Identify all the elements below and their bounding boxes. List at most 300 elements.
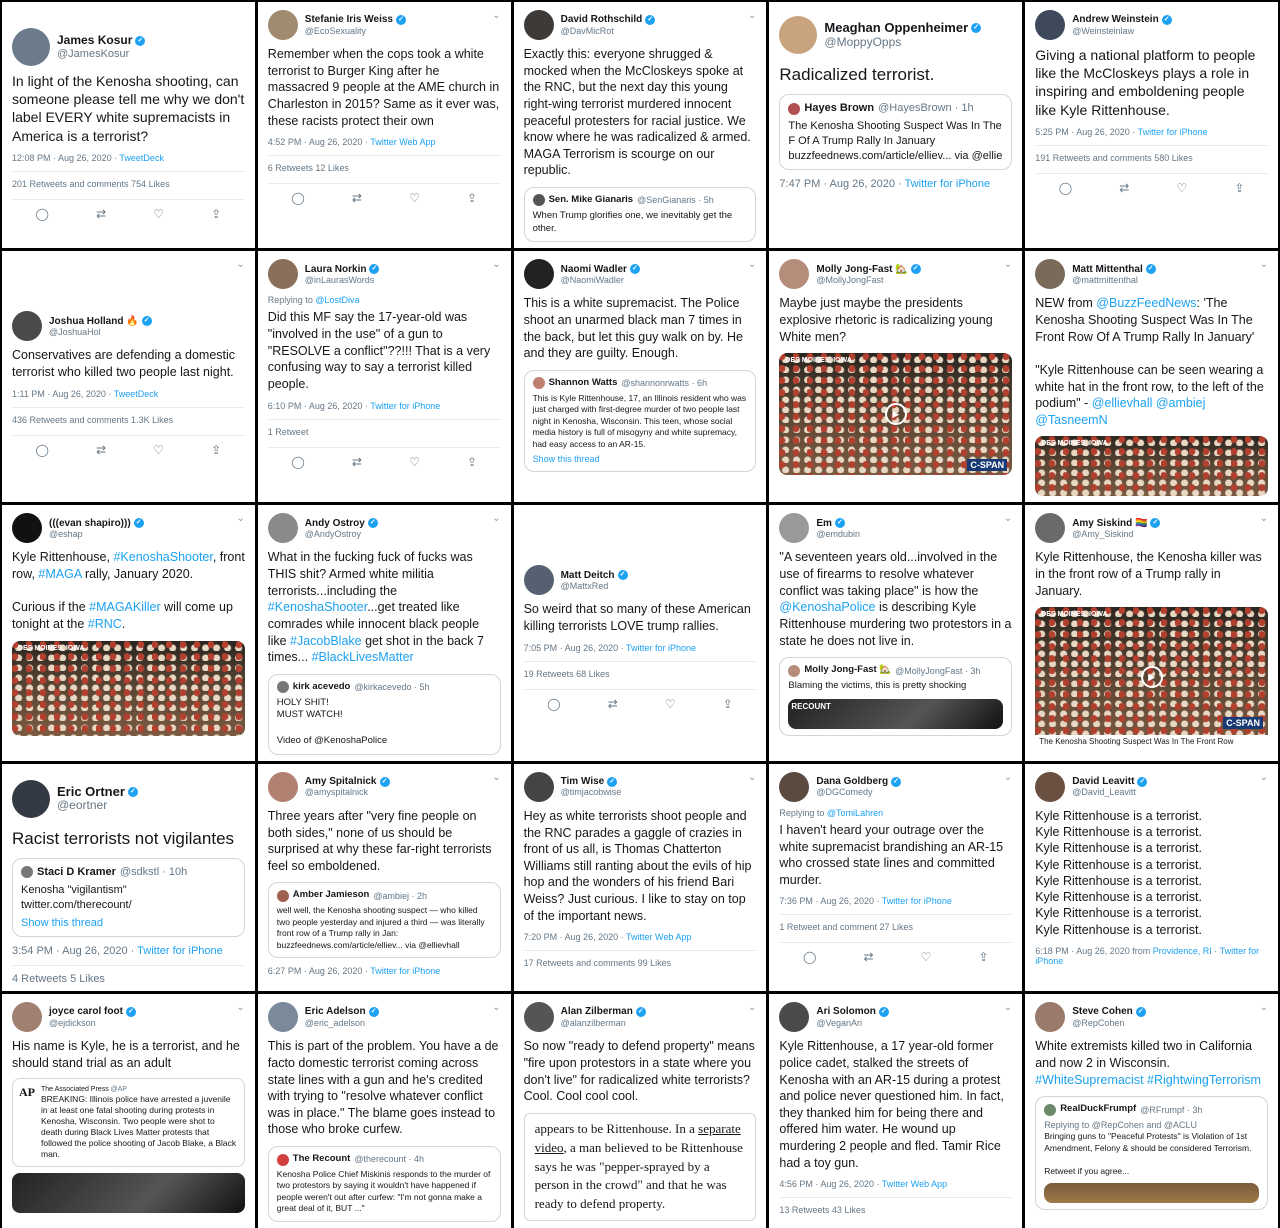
avatar[interactable] [12, 1002, 42, 1032]
tweet-line: Kyle Rittenhouse is a terrorist. [1035, 906, 1202, 921]
author-name[interactable]: (((evan shapiro))) [49, 517, 131, 529]
avatar[interactable] [268, 259, 298, 289]
action-bar [1035, 173, 1268, 195]
tweet-stats[interactable]: 1 Retweet and comment 27 Likes [779, 914, 1012, 932]
quoted-tweet[interactable] [12, 1078, 245, 1167]
share-icon[interactable]: ⇪ [211, 442, 222, 457]
author-handle[interactable]: @emdubin [816, 529, 861, 540]
timestamp: 7:47 PM · Aug 26, 2020 · [779, 178, 905, 191]
author-name[interactable]: Andy Ostroy [304, 517, 365, 529]
tweet-text-part: Kyle Rittenhouse, [12, 550, 114, 565]
verified-badge-icon: ✓ [142, 316, 152, 326]
chevron-down-icon[interactable]: ⌄ [1003, 259, 1013, 271]
reply-icon[interactable]: ◯ [35, 442, 49, 457]
author-name[interactable]: joyce carol foot [49, 1006, 123, 1018]
author-handle[interactable]: @MoppyOpps [824, 34, 902, 49]
show-thread-link[interactable]: Show this thread [21, 916, 103, 929]
retweet-icon[interactable]: ⇄ [351, 454, 362, 469]
author-name[interactable]: Steve Cohen [1072, 1006, 1133, 1018]
tweet-stats[interactable]: 201 Retweets and comments 754 Likes [12, 171, 245, 189]
author-handle[interactable]: @MattxRed [560, 581, 609, 592]
rally-video-thumbnail[interactable] [779, 353, 1012, 475]
share-icon[interactable]: ⇪ [211, 206, 222, 221]
quote-handle: @therecount · 4h [354, 1154, 425, 1165]
tweet-text: Three years after "very fine people on both sides," none of us should be surprised at why these far-right terrorists feel so emboldened. [267, 808, 492, 873]
author-handle[interactable]: @VeganAri [816, 1017, 863, 1028]
author-name[interactable]: Molly Jong-Fast 🏡 [816, 263, 908, 275]
network-logo: C-SPAN [967, 459, 1007, 471]
avatar[interactable] [1035, 259, 1065, 289]
reply-context [779, 808, 1012, 818]
tweet-source-link[interactable]: Twitter for iPhone [881, 896, 952, 907]
quote-text: The Kenosha Shooting Suspect Was In The F Of A Trump Rally In January buzzfeednews.com/article/elliev... via @ellie [788, 119, 1003, 162]
avatar[interactable] [12, 28, 50, 66]
quote-reply-context: Replying to @RepCohen and @ACLU [1044, 1120, 1198, 1131]
hashtag-link[interactable]: #WhiteSupremacist [1035, 1072, 1144, 1087]
tweet-text [779, 549, 1012, 649]
author-handle[interactable]: @eshap [49, 529, 83, 540]
quote-handle: @shannonrwatts · 6h [621, 378, 708, 389]
timestamp: 6:10 PM · Aug 26, 2020 · [267, 400, 371, 411]
author-handle[interactable]: @AndyOstroy [304, 529, 361, 540]
verified-badge-icon: ✓ [396, 15, 406, 25]
verified-badge-icon: ✓ [1137, 777, 1147, 787]
avatar[interactable] [779, 259, 809, 289]
chevron-down-icon[interactable]: ⌄ [1259, 771, 1268, 783]
avatar[interactable] [12, 513, 42, 543]
author-name[interactable]: David Leavitt [1072, 775, 1135, 787]
tweet-source-link[interactable]: Twitter for iPhone [370, 966, 441, 977]
tweet-card[interactable] [2, 505, 255, 760]
tweet-text: Racist terrorists not vigilantes [12, 828, 235, 848]
tweet-card[interactable] [2, 2, 255, 248]
author-name[interactable]: Matt Deitch [560, 569, 615, 581]
author-name[interactable]: Laura Norkin [304, 263, 367, 275]
hashtag-link[interactable]: #MAGAKiller [89, 600, 161, 615]
quote-author: RealDuckFrumpf [1060, 1103, 1137, 1115]
author-handle[interactable]: @Amy_Siskind [1072, 529, 1134, 540]
quote-author: Molly Jong-Fast 🏡 [804, 664, 892, 676]
tweet-stats[interactable]: 19 Retweets 68 Likes [524, 661, 757, 679]
tweet-card[interactable] [514, 251, 767, 502]
location-link[interactable]: Providence, RI [1152, 945, 1212, 956]
share-icon[interactable]: ⇪ [722, 696, 733, 711]
author-handle[interactable]: @David_Leavitt [1072, 787, 1136, 798]
tweet-card[interactable] [1025, 2, 1278, 248]
heart-icon[interactable]: ♡ [664, 696, 676, 711]
tweet-stats[interactable]: 13 Retweets 43 Likes [779, 1197, 1012, 1215]
timestamp: 7:20 PM · Aug 26, 2020 · [523, 932, 626, 943]
author-name[interactable]: Naomi Wadler [560, 263, 627, 275]
author-name[interactable]: Em [816, 517, 832, 529]
retweet-icon[interactable]: ⇄ [351, 191, 362, 206]
quote-text: Kenosha Police Chief Miskinis responds to the murder of two protestors by saying it wouldn't have happened if people weren't out after curfew: "I'm not gonna make a great deal of it, BUT ..." [276, 1168, 491, 1214]
tweet-card[interactable] [769, 251, 1022, 502]
chevron-down-icon[interactable]: ⌄ [236, 1002, 245, 1014]
avatar[interactable] [268, 513, 298, 543]
timestamp: 4:56 PM · Aug 26, 2020 · [779, 1179, 882, 1190]
tweet-text: Remember when the cops took a white terrorist to Burger King after he massacred 9 people at the AME church in Charleston in 2015? Same as it ever was, these racists protect their own [267, 47, 500, 128]
retweet-icon[interactable]: ⇄ [96, 442, 107, 457]
author-handle[interactable]: @EcoSexuality [304, 25, 366, 36]
quote-text: HOLY SHIT! MUST WATCH! Video of @KenoshaPolice [276, 696, 388, 747]
retweet-icon[interactable]: ⇄ [607, 696, 618, 711]
mention-links[interactable]: @ellievhall @ambiej @TasneemN [1035, 396, 1206, 427]
chevron-down-icon[interactable]: ⌄ [748, 10, 757, 21]
verified-badge-icon: ✓ [971, 23, 981, 33]
chevron-down-icon[interactable]: ⌄ [1003, 771, 1013, 783]
action-bar [524, 689, 757, 711]
quote-handle: @SenGianaris · 5h [637, 195, 714, 206]
author-handle[interactable]: @Weinsteinlaw [1072, 25, 1135, 36]
quoted-tweet[interactable] [268, 1146, 501, 1222]
author-name[interactable]: James Kosur [57, 32, 133, 47]
avatar[interactable] [1035, 10, 1065, 40]
verified-badge-icon: ✓ [636, 1007, 646, 1017]
tweet-text [1035, 295, 1268, 428]
avatar[interactable] [524, 772, 554, 802]
tweet-text-part: "A seventeen years old...involved in the use of firearms to resolve whatever conflict was taking place" is how the [779, 550, 998, 598]
quote-handle: @HayesBrown · 1h [878, 102, 974, 115]
author-handle[interactable]: @timjacobwise [560, 787, 622, 798]
tweet-card[interactable] [769, 2, 1022, 248]
quote-author: kirk acevedo [292, 680, 351, 692]
heart-icon[interactable]: ♡ [409, 454, 420, 469]
quoted-tweet[interactable] [524, 187, 757, 242]
tweet-source-link[interactable]: TweetDeck [119, 152, 164, 163]
quote-text: well well, the Kenosha shooting suspect — who killed two people yesterday and injured a third — was literally front row of a Trump rally in Jan: buzzfeednews.com/article/elliev... via @ellievhall [276, 905, 485, 950]
tweet-card[interactable] [769, 764, 1022, 991]
timestamp: 7:36 PM · Aug 26, 2020 · [779, 896, 882, 907]
quote-text: This is Kyle Rittenhouse, 17, an Illinois resident who was just charged with first-degree murder of two people last night in Kenosha, Wisconsin. This teen, whose social media history is full of misogyny and white supremacy, had easy access to an AR-15. [532, 392, 747, 449]
video-location-label: DES MOINES, IOWA [1041, 440, 1108, 448]
show-thread-link[interactable]: Show this thread [532, 454, 600, 465]
tweet-card[interactable] [2, 764, 255, 991]
share-icon[interactable]: ⇪ [466, 454, 477, 469]
share-icon[interactable]: ⇪ [466, 191, 477, 206]
rally-image[interactable] [1035, 436, 1268, 496]
verified-badge-icon: ✓ [135, 36, 145, 46]
avatar[interactable] [12, 311, 42, 341]
tweet-stats[interactable]: 191 Retweets and comments 580 Likes [1035, 145, 1268, 163]
hashtag-link[interactable]: #KenoshaShooter [267, 600, 368, 615]
reply-context [268, 295, 501, 305]
author-handle[interactable]: @mattmittenthal [1072, 275, 1138, 286]
action-bar [268, 447, 501, 469]
chevron-down-icon[interactable]: ⌄ [748, 771, 757, 783]
quote-author: Shannon Watts [548, 376, 618, 388]
hashtag-link[interactable]: #JacobBlake [290, 633, 362, 648]
avatar[interactable] [779, 513, 809, 543]
tweet-card[interactable] [1025, 994, 1278, 1227]
tweet-meta [12, 153, 245, 163]
reply-to-link[interactable]: @LostDiva [315, 295, 360, 306]
tweet-card[interactable]: ⌄ David Leavitt ✓ @David_Leavitt Kyle Rittenhouse is a terrorist. Kyle Rittenhouse is a terrorist. Kyle Rittenhouse is a terrorist. Kyle Rittenhouse is a terrorist. Kyle Rittenhouse is a terrorist. Kyle Rittenhouse is a terrorist. Kyle Rittenhouse is a terrorist. Kyle Rittenhouse is a terrorist. 6:18 PM · Aug 26, 2020 from Providence, RI · Twitter for iPhone [1025, 764, 1278, 991]
quoted-tweet[interactable] [524, 370, 757, 472]
tweet-stats[interactable]: 17 Retweets and comments 99 Likes [524, 950, 757, 968]
quote-handle: @AP [110, 1085, 128, 1093]
author-name[interactable]: Matt Mittenthal [1072, 263, 1143, 275]
author-name[interactable]: Eric Adelson [304, 1006, 366, 1018]
quoted-tweet[interactable] [268, 674, 501, 755]
verified-badge-icon: ✓ [835, 518, 845, 528]
quoted-tweet[interactable] [779, 657, 1012, 736]
video-location-label: DES MOINES, IOWA [785, 357, 852, 365]
author-name[interactable]: Ari Solomon [816, 1006, 876, 1018]
tweet-card[interactable] [769, 994, 1022, 1227]
quote-image[interactable] [1044, 1183, 1259, 1203]
tweet-card[interactable] [2, 994, 255, 1227]
author-name[interactable]: Alan Zilberman [560, 1006, 633, 1018]
avatar[interactable] [12, 780, 50, 818]
timestamp: 3:54 PM · Aug 26, 2020 · [12, 945, 138, 958]
chevron-down-icon[interactable]: ⌄ [492, 771, 501, 783]
author-name[interactable]: Amy Spitalnick [304, 775, 377, 787]
tweet-text-part: will come up tonight at the [12, 600, 233, 631]
tweet-source-link[interactable]: Twitter Web App [881, 1179, 948, 1190]
tweet-stats[interactable]: 1 Retweet [268, 419, 501, 437]
author-name[interactable]: Dana Goldberg [816, 775, 889, 787]
verified-badge-icon: ✓ [369, 264, 379, 274]
verified-badge-icon: ✓ [911, 264, 921, 274]
avatar[interactable] [268, 1002, 298, 1032]
play-icon[interactable]: ▶ [885, 403, 907, 425]
timestamp: 4:52 PM · Aug 26, 2020 · [267, 137, 371, 148]
avatar[interactable] [779, 772, 809, 802]
tweet-text: Did this MF say the 17-year-old was "involved in the use" of a gun to "RESOLVE a conflict"??!!! That is a very confusing way to say a terrorist killed people. [267, 310, 491, 391]
author-handle[interactable]: @NaomiWadler [560, 275, 624, 286]
news-photo[interactable] [12, 1173, 245, 1213]
quote-author: The Recount [292, 1153, 351, 1165]
tweet-text: Radicalized terrorist. [779, 65, 935, 84]
article-text: , a man believed to be Rittenhouse says he was "pepper-sprayed by a person in the crowd" and that he was ready to defend property. [534, 1139, 743, 1212]
author-handle[interactable]: @DavMicRot [560, 25, 614, 36]
chevron-down-icon[interactable]: ⌄ [236, 513, 245, 525]
reply-icon[interactable]: ◯ [1058, 180, 1073, 195]
author-name[interactable]: Andrew Weinstein [1072, 14, 1159, 26]
quoted-tweet[interactable] [779, 94, 1012, 170]
chevron-down-icon[interactable]: ⌄ [748, 1002, 757, 1014]
reply-icon[interactable]: ◯ [547, 696, 561, 711]
author-handle[interactable]: @inLaurasWords [304, 275, 375, 286]
author-name[interactable]: Tim Wise [560, 775, 605, 787]
tweet-source-link[interactable]: TweetDeck [113, 388, 159, 399]
tweet-card[interactable] [514, 994, 767, 1227]
mention-link[interactable]: @KenoshaPolice [779, 600, 876, 615]
tweet-text-part: is describing Kyle Rittenhouse murdering two protestors in a state he does not live in. [779, 600, 1012, 648]
hashtag-link[interactable]: #KenoshaShooter [113, 550, 213, 565]
chevron-down-icon[interactable]: ⌄ [748, 259, 757, 271]
timestamp: 12:08 PM · Aug 26, 2020 · [12, 152, 120, 163]
tweet-card[interactable] [769, 505, 1022, 760]
tweet-card[interactable] [258, 505, 511, 760]
retweet-icon[interactable]: ⇄ [1119, 180, 1130, 195]
tweet-text: His name is Kyle, he is a terrorist, and he should stand trial as an adult [12, 1039, 240, 1070]
quote-author: Staci D Kramer [37, 865, 116, 878]
tweet-card[interactable] [514, 764, 767, 991]
author-handle[interactable]: @amyspitalnick [304, 787, 368, 798]
tweet-source-link[interactable]: Twitter for iPhone [626, 642, 697, 653]
tweet-text: Hey as white terrorists shoot people and the RNC parades a gaggle of crazies in front of us all, is Thomas Chatterton Williams still ranting about the evils of hip hop and the wonders of his friend Bari Weiss? Just curious. I like to stay on top of the important news. [523, 808, 752, 923]
tweet-card[interactable] [1025, 251, 1278, 502]
author-handle[interactable]: @JamesKosur [57, 47, 130, 60]
tweet-source-link[interactable]: Twitter for iPhone [137, 945, 223, 958]
author-handle[interactable]: @eric_adelson [304, 1017, 365, 1028]
avatar[interactable] [1035, 513, 1065, 543]
share-icon[interactable]: ⇪ [1234, 180, 1245, 195]
tweet-source-link[interactable]: Twitter for iPhone [904, 178, 991, 191]
reply-icon[interactable]: ◯ [291, 191, 305, 206]
hashtag-link[interactable]: #BlackLivesMatter [311, 650, 414, 665]
chevron-down-icon[interactable]: ⌄ [1259, 513, 1268, 525]
verified-badge-icon: ✓ [134, 518, 144, 528]
chevron-down-icon[interactable]: ⌄ [1003, 1002, 1013, 1014]
video-thumbnail[interactable]: RECOUNT [788, 699, 1003, 729]
author-name[interactable]: Meaghan Oppenheimer [824, 19, 969, 35]
author-name[interactable]: David Rothschild [560, 14, 643, 26]
chevron-down-icon[interactable]: ⌄ [1259, 1002, 1268, 1014]
avatar[interactable] [268, 772, 298, 802]
hashtag-link[interactable]: #MAGA [38, 567, 82, 582]
tweet-card[interactable] [258, 994, 511, 1227]
quote-handle: @MollyJongFast · 3h [895, 665, 981, 676]
quote-text: Bringing guns to "Peaceful Protests" is Violation of 1st Amendment, Felony & should be considered Terrorism. Retweet if you agree... [1044, 1131, 1252, 1176]
tweet-source-link[interactable]: Twitter for iPhone [370, 400, 441, 411]
tweet-line: Kyle Rittenhouse is a terrorist. [1035, 841, 1202, 856]
avatar[interactable] [524, 10, 554, 40]
rally-video-thumbnail[interactable] [1035, 607, 1268, 747]
verified-badge-icon: ✓ [1136, 1007, 1146, 1017]
tweet-text-part: What in the fucking fuck of fucks was THIS shit? Armed white militia terrorists...including the [267, 550, 473, 598]
tweet-stats[interactable]: 6 Retweets 12 Likes [268, 155, 501, 173]
tweet-text [1035, 1038, 1268, 1088]
tweet-card[interactable] [258, 2, 511, 248]
quote-handle: @RFrumpf · 3h [1140, 1104, 1203, 1115]
quote-avatar [788, 665, 800, 677]
tweet-card[interactable] [2, 251, 255, 502]
tweet-source-link[interactable]: Twitter for iPhone [1035, 945, 1260, 966]
verified-badge-icon: ✓ [368, 518, 378, 528]
quote-text: Blaming the victims, this is pretty shocking [788, 680, 967, 691]
quote-handle: @kirkacevedo · 5h [354, 682, 430, 693]
reply-icon[interactable]: ◯ [802, 950, 817, 965]
hashtag-link[interactable]: #RNC [87, 616, 122, 631]
author-name[interactable]: Stefanie Iris Weiss [304, 14, 393, 26]
share-icon[interactable]: ⇪ [978, 950, 989, 965]
retweet-icon[interactable]: ⇄ [96, 206, 107, 221]
quoted-tweet[interactable] [1035, 1096, 1268, 1210]
quote-avatar [21, 866, 33, 878]
tweet-text: This is part of the problem. You have a de facto domestic terrorist coming across state lines with a gun and he's credited with trying to "resolve whatever conflict was in place." The blame goes instead to those who broke curfew. [267, 1039, 499, 1137]
timestamp: 1:11 PM · Aug 26, 2020 · [12, 388, 114, 399]
heart-icon[interactable]: ♡ [153, 442, 165, 457]
quote-avatar [533, 194, 545, 206]
chevron-down-icon[interactable]: ⌄ [1259, 259, 1268, 271]
chevron-down-icon[interactable]: ⌄ [492, 259, 501, 271]
tweet-stats[interactable]: 4 Retweets 5 Likes [12, 965, 245, 985]
tweet-card[interactable] [1025, 505, 1278, 760]
article-link[interactable]: separate video [534, 1120, 741, 1155]
play-icon[interactable]: ▶ [1141, 666, 1163, 688]
quote-avatar [533, 377, 545, 389]
quote-author: The Associated Press [41, 1085, 109, 1093]
verified-badge-icon: ✓ [607, 777, 617, 787]
verified-badge-icon: ✓ [1162, 15, 1172, 25]
chevron-down-icon[interactable]: ⌄ [1003, 513, 1013, 525]
tweet-source-link[interactable]: Twitter Web App [370, 137, 436, 148]
tweet-source-link[interactable]: Twitter for iPhone [1137, 126, 1208, 137]
tweet-card[interactable] [514, 505, 767, 760]
reply-to-link[interactable]: @TomiLahren [826, 807, 884, 818]
reply-label: Replying to [779, 807, 827, 818]
hashtag-link[interactable]: #RightwingTerrorism [1147, 1072, 1261, 1087]
tweet-card[interactable] [258, 251, 511, 502]
quoted-tweet[interactable] [12, 858, 245, 937]
heart-icon[interactable]: ♡ [1176, 180, 1188, 195]
reply-icon[interactable]: ◯ [35, 206, 49, 221]
avatar[interactable] [524, 1002, 554, 1032]
tweet-stats[interactable]: 436 Retweets and comments 1.3K Likes [12, 407, 245, 425]
author-handle[interactable]: @DGComedy [816, 787, 873, 798]
avatar[interactable] [1035, 1002, 1065, 1032]
chevron-down-icon[interactable]: ⌄ [492, 10, 501, 21]
author-handle[interactable]: @JoshuaHol [49, 327, 101, 338]
timestamp: 7:05 PM · Aug 26, 2020 · [523, 642, 626, 653]
tweet-text-part: get shot in the back 7 times... [267, 633, 484, 665]
tweet-source-link[interactable]: Twitter Web App [626, 932, 692, 943]
heart-icon[interactable]: ♡ [409, 191, 420, 206]
tweet-text: So weird that so many of these American killing terrorists LOVE trump rallies. [523, 602, 751, 634]
author-handle[interactable]: @eortner [57, 798, 108, 813]
chevron-down-icon[interactable]: ⌄ [236, 259, 245, 271]
tweet-text: Maybe just maybe the presidents explosive rhetoric is radicalizing young White men? [779, 296, 993, 344]
author-handle[interactable]: @RepCohen [1072, 1017, 1125, 1028]
link-card-title[interactable]: The Kenosha Shooting Suspect Was In The Front Row [1035, 735, 1268, 748]
heart-icon[interactable]: ♡ [920, 950, 932, 965]
mention-link[interactable]: @BuzzFeedNews [1096, 296, 1197, 311]
tweet-card[interactable] [514, 2, 767, 248]
tweet-text: Exactly this: everyone shrugged & mocked when the McCloskeys spoke at the RNC, but the next day this young right-wing terrorist murdered innocent peaceful protesters for racial justice. We know where he was radicalized & armed. MAGA Terrorism is scourge on our republic. [523, 47, 751, 178]
author-handle[interactable]: @MollyJongFast [816, 275, 884, 286]
avatar[interactable] [1035, 772, 1065, 802]
quote-avatar [788, 103, 800, 115]
rally-image[interactable] [12, 641, 245, 736]
network-logo: C-SPAN [1223, 717, 1263, 729]
author-handle[interactable]: @ejdickson [49, 1017, 96, 1028]
tweet-text-part: . [121, 616, 126, 631]
author-handle[interactable]: @alanzilberman [560, 1017, 626, 1028]
avatar[interactable] [524, 259, 554, 289]
avatar[interactable] [524, 565, 554, 595]
tweet-card[interactable] [258, 764, 511, 991]
reply-icon[interactable]: ◯ [291, 454, 305, 469]
article-screenshot[interactable] [524, 1113, 757, 1221]
tweet-text: Kyle Rittenhouse, the Kenosha killer was in the front row of a Trump rally in January. [1035, 550, 1262, 598]
chevron-down-icon[interactable]: ⌄ [492, 513, 501, 525]
author-name[interactable]: Eric Ortner [57, 783, 125, 799]
avatar[interactable] [779, 1002, 809, 1032]
quoted-tweet[interactable] [268, 882, 501, 958]
heart-icon[interactable]: ♡ [153, 206, 165, 221]
retweet-icon[interactable]: ⇄ [863, 950, 874, 965]
author-name[interactable]: Amy Siskind 🏳️‍🌈 [1072, 517, 1148, 529]
chevron-down-icon[interactable]: ⌄ [492, 1002, 501, 1014]
avatar[interactable] [779, 16, 817, 54]
timestamp: 6:18 PM · Aug 26, 2020 from [1035, 945, 1153, 956]
author-name[interactable]: Joshua Holland 🔥 [49, 315, 139, 327]
tweet-line: Kyle Rittenhouse is a terrorist. [1035, 922, 1202, 937]
avatar[interactable] [268, 10, 298, 40]
